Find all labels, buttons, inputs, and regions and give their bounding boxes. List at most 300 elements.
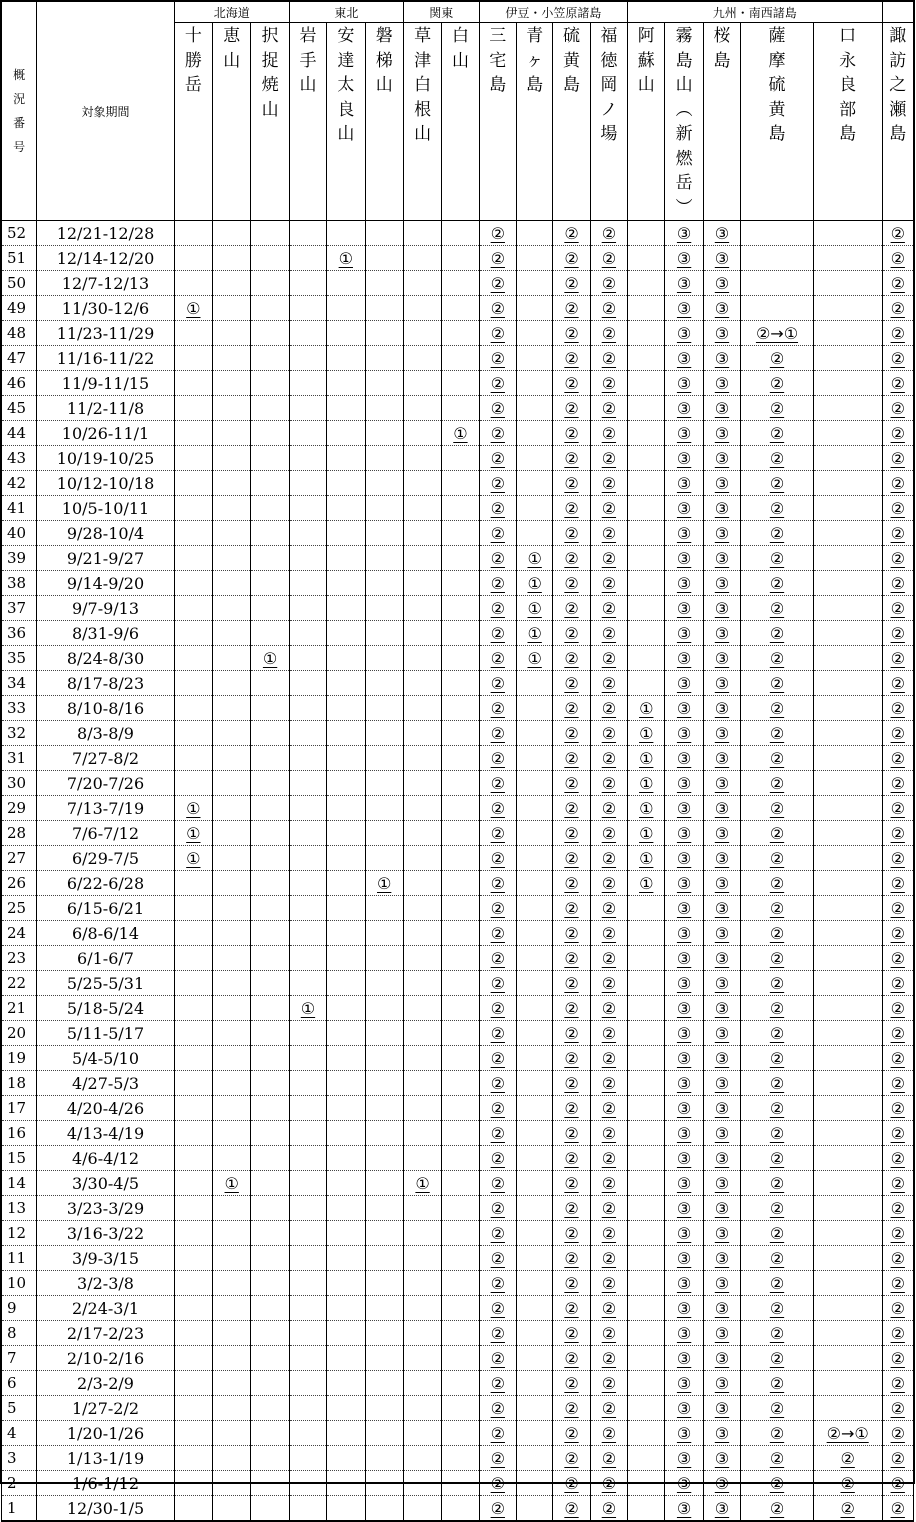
alert-level-cell xyxy=(403,1296,441,1321)
volcano-name-header: 恵 山 xyxy=(213,23,251,221)
alert-level-cell xyxy=(289,496,326,521)
alert-level-cell xyxy=(628,1321,665,1346)
volcano-name-header: 桜 島 xyxy=(703,23,740,221)
alert-level-cell xyxy=(327,1396,365,1421)
alert-level-value: ② xyxy=(769,1173,785,1193)
alert-level-value: ③ xyxy=(714,1448,730,1468)
alert-level-cell xyxy=(590,1471,627,1496)
region-header: 北海道 xyxy=(174,2,289,23)
alert-level-cell xyxy=(553,1196,590,1221)
period-cell: 11/30-12/6 xyxy=(37,296,174,321)
alert-level-cell xyxy=(213,696,251,721)
alert-level-cell xyxy=(665,496,703,521)
alert-level-value: ③ xyxy=(714,1098,730,1118)
alert-level-cell xyxy=(628,1421,665,1446)
alert-level-cell xyxy=(403,1146,441,1171)
alert-level-value: ② xyxy=(564,623,579,643)
alert-level-cell xyxy=(628,1121,665,1146)
alert-level-value: ③ xyxy=(676,1298,692,1318)
alert-level-cell xyxy=(174,1471,212,1496)
alert-level-cell xyxy=(174,396,212,421)
alert-level-value: ② xyxy=(769,523,785,543)
alert-level-value: ② xyxy=(564,1148,579,1168)
alert-level-cell xyxy=(665,1221,703,1246)
alert-level-value: ② xyxy=(601,723,617,743)
alert-level-cell xyxy=(251,921,289,946)
alert-level-cell xyxy=(289,821,326,846)
alert-level-cell xyxy=(741,1071,814,1096)
alert-level-cell xyxy=(882,621,913,646)
alert-level-value: ② xyxy=(564,1323,579,1343)
alert-level-cell xyxy=(403,521,441,546)
alert-level-cell xyxy=(590,796,627,821)
report-number-cell: 26 xyxy=(2,871,37,896)
alert-level-value: ② xyxy=(890,923,905,943)
alert-level-value: ② xyxy=(490,598,505,618)
alert-level-cell xyxy=(741,871,814,896)
report-number-cell: 12 xyxy=(2,1221,37,1246)
alert-level-cell xyxy=(665,596,703,621)
alert-level-cell xyxy=(703,1271,740,1296)
alert-level-cell xyxy=(553,1371,590,1396)
alert-level-value: ② xyxy=(564,323,579,343)
alert-level-cell xyxy=(442,1446,479,1471)
alert-level-cell xyxy=(327,321,365,346)
alert-level-cell xyxy=(703,571,740,596)
alert-level-cell xyxy=(213,821,251,846)
alert-level-cell xyxy=(516,1121,552,1146)
alert-level-value: ② xyxy=(890,1173,905,1193)
alert-level-cell xyxy=(703,596,740,621)
alert-level-cell xyxy=(628,521,665,546)
alert-level-cell xyxy=(516,796,552,821)
alert-level-cell xyxy=(516,221,552,246)
alert-level-cell xyxy=(628,996,665,1021)
alert-level-cell xyxy=(174,546,212,571)
table-row xyxy=(2,246,914,271)
alert-level-value: ② xyxy=(769,1473,785,1493)
alert-level-cell xyxy=(703,1146,740,1171)
alert-level-cell xyxy=(882,1271,913,1296)
alert-level-cell xyxy=(479,421,516,446)
table-row xyxy=(2,446,914,471)
alert-level-cell xyxy=(289,246,326,271)
alert-level-cell xyxy=(174,471,212,496)
alert-level-value: ② xyxy=(490,573,505,593)
alert-level-cell xyxy=(174,1321,212,1346)
alert-level-cell xyxy=(365,421,403,446)
alert-level-cell xyxy=(628,1446,665,1471)
alert-level-cell xyxy=(703,621,740,646)
alert-level-cell xyxy=(703,696,740,721)
alert-level-cell xyxy=(213,1446,251,1471)
alert-level-value: ② xyxy=(564,298,579,318)
alert-level-value: ③ xyxy=(714,1173,730,1193)
alert-level-cell xyxy=(553,1296,590,1321)
alert-level-cell xyxy=(251,821,289,846)
alert-level-cell xyxy=(882,846,913,871)
alert-level-cell xyxy=(251,596,289,621)
report-number-cell: 37 xyxy=(2,596,37,621)
period-cell: 6/1-6/7 xyxy=(37,946,174,971)
alert-level-cell xyxy=(741,1296,814,1321)
alert-level-cell xyxy=(665,321,703,346)
alert-level-cell xyxy=(553,896,590,921)
alert-level-cell xyxy=(665,821,703,846)
alert-level-cell xyxy=(882,246,913,271)
alert-level-cell xyxy=(403,721,441,746)
alert-level-cell xyxy=(665,346,703,371)
alert-level-cell xyxy=(479,446,516,471)
alert-level-cell xyxy=(365,296,403,321)
alert-level-cell xyxy=(403,646,441,671)
period-cell: 11/9-11/15 xyxy=(37,371,174,396)
alert-level-value: ② xyxy=(769,1398,785,1418)
alert-level-cell xyxy=(628,846,665,871)
alert-level-cell xyxy=(403,371,441,396)
volcano-name-header: 阿 蘇 山 xyxy=(628,23,665,221)
alert-level-cell xyxy=(553,846,590,871)
alert-level-cell xyxy=(403,296,441,321)
alert-level-cell xyxy=(741,371,814,396)
report-number-cell: 41 xyxy=(2,496,37,521)
alert-level-cell xyxy=(590,521,627,546)
alert-level-value: ② xyxy=(890,848,905,868)
alert-level-cell xyxy=(327,1046,365,1071)
alert-level-value: ② xyxy=(601,1273,617,1293)
alert-level-cell xyxy=(442,346,479,371)
alert-level-cell xyxy=(628,1146,665,1171)
alert-level-cell xyxy=(174,346,212,371)
period-cell: 10/12-10/18 xyxy=(37,471,174,496)
alert-level-cell xyxy=(703,521,740,546)
report-number-cell: 6 xyxy=(2,1371,37,1396)
alert-level-cell xyxy=(741,746,814,771)
alert-level-cell xyxy=(442,271,479,296)
alert-level-cell xyxy=(882,1346,913,1371)
alert-level-cell xyxy=(213,296,251,321)
alert-level-cell xyxy=(665,896,703,921)
alert-level-value: ② xyxy=(601,223,617,243)
alert-level-cell xyxy=(289,346,326,371)
alert-level-cell xyxy=(251,471,289,496)
alert-level-cell xyxy=(403,1021,441,1046)
period-cell: 2/17-2/23 xyxy=(37,1321,174,1346)
alert-level-value: ③ xyxy=(676,973,692,993)
alert-level-value: ② xyxy=(490,898,505,918)
alert-level-cell xyxy=(442,1221,479,1246)
alert-level-cell xyxy=(703,1346,740,1371)
alert-level-cell xyxy=(882,271,913,296)
alert-level-cell xyxy=(882,796,913,821)
alert-level-cell xyxy=(365,1221,403,1246)
alert-level-value: ③ xyxy=(676,423,692,443)
alert-level-cell xyxy=(590,1396,627,1421)
alert-level-value: ① xyxy=(527,623,542,643)
alert-level-value: ② xyxy=(890,1348,905,1368)
table-row xyxy=(2,1346,914,1371)
alert-level-cell xyxy=(628,371,665,396)
alert-level-value: ③ xyxy=(676,523,692,543)
alert-level-cell xyxy=(479,1471,516,1496)
alert-level-cell xyxy=(289,396,326,421)
alert-level-cell xyxy=(213,596,251,621)
alert-level-value: ② xyxy=(564,723,579,743)
period-cell: 9/21-9/27 xyxy=(37,546,174,571)
alert-level-value: ③ xyxy=(676,473,692,493)
alert-level-cell xyxy=(479,1346,516,1371)
alert-level-cell xyxy=(516,1371,552,1396)
alert-level-cell xyxy=(882,896,913,921)
alert-level-cell xyxy=(882,996,913,1021)
alert-level-cell xyxy=(516,621,552,646)
alert-level-value: ③ xyxy=(676,1423,692,1443)
alert-level-cell xyxy=(174,221,212,246)
report-number-cell: 39 xyxy=(2,546,37,571)
alert-level-value: ③ xyxy=(676,623,692,643)
alert-level-cell xyxy=(628,346,665,371)
alert-level-cell xyxy=(289,521,326,546)
alert-level-cell xyxy=(553,1271,590,1296)
alert-level-cell xyxy=(628,246,665,271)
alert-level-value: ② xyxy=(601,1373,617,1393)
alert-level-cell xyxy=(741,1021,814,1046)
alert-level-cell xyxy=(479,1071,516,1096)
alert-level-cell xyxy=(590,321,627,346)
alert-level-cell xyxy=(365,571,403,596)
alert-level-value: ② xyxy=(601,398,617,418)
alert-level-cell xyxy=(289,721,326,746)
alert-level-cell xyxy=(516,821,552,846)
alert-level-cell xyxy=(327,621,365,646)
alert-level-value: ② xyxy=(890,298,905,318)
alert-level-cell xyxy=(703,1121,740,1146)
alert-level-value: ② xyxy=(840,1473,855,1493)
alert-level-cell xyxy=(403,446,441,471)
alert-level-cell xyxy=(882,1446,913,1471)
table-row xyxy=(2,821,914,846)
alert-level-cell xyxy=(741,1096,814,1121)
alert-level-cell xyxy=(327,1446,365,1471)
alert-level-cell xyxy=(442,1346,479,1371)
table-row xyxy=(2,696,914,721)
alert-level-cell xyxy=(703,1446,740,1471)
alert-level-cell xyxy=(251,646,289,671)
alert-level-cell xyxy=(665,521,703,546)
alert-level-cell xyxy=(813,721,882,746)
table-row xyxy=(2,746,914,771)
alert-level-value: ② xyxy=(890,1298,905,1318)
alert-level-cell xyxy=(213,896,251,921)
alert-level-cell xyxy=(813,421,882,446)
alert-level-cell xyxy=(213,921,251,946)
alert-level-value: ② xyxy=(564,1348,579,1368)
volcano-name-header: 三 宅 島 xyxy=(479,23,516,221)
alert-level-value: ② xyxy=(890,698,905,718)
alert-level-cell xyxy=(289,996,326,1021)
alert-level-cell xyxy=(365,971,403,996)
alert-level-cell xyxy=(442,1196,479,1221)
alert-level-cell xyxy=(553,246,590,271)
volcano-name-header: 霧 島 山 ︵ 新 燃 岳 ︶ xyxy=(665,23,703,221)
alert-level-value: ② xyxy=(890,348,905,368)
alert-level-value: ③ xyxy=(676,223,692,243)
table-row xyxy=(2,671,914,696)
alert-level-value: ② xyxy=(490,1123,505,1143)
alert-level-cell xyxy=(665,1021,703,1046)
alert-level-value: ② xyxy=(890,623,905,643)
alert-level-cell xyxy=(628,671,665,696)
table-row xyxy=(2,971,914,996)
table-row xyxy=(2,621,914,646)
alert-level-value: ② xyxy=(769,1323,785,1343)
alert-level-value: ② xyxy=(601,348,617,368)
alert-level-value: ② xyxy=(890,648,905,668)
alert-level-cell xyxy=(590,971,627,996)
alert-level-cell xyxy=(703,246,740,271)
alert-level-cell xyxy=(590,921,627,946)
report-number-cell: 3 xyxy=(2,1446,37,1471)
alert-level-cell xyxy=(213,1221,251,1246)
alert-level-cell xyxy=(516,271,552,296)
alert-level-cell xyxy=(741,471,814,496)
alert-level-cell xyxy=(665,621,703,646)
alert-level-cell xyxy=(628,1196,665,1221)
alert-level-value: ② xyxy=(601,1423,617,1443)
alert-level-value: ③ xyxy=(676,773,692,793)
alert-level-cell xyxy=(251,521,289,546)
alert-level-cell xyxy=(174,671,212,696)
alert-level-value: ③ xyxy=(676,1323,692,1343)
period-cell: 8/24-8/30 xyxy=(37,646,174,671)
alert-level-cell xyxy=(741,671,814,696)
alert-level-cell xyxy=(882,1221,913,1246)
alert-level-cell xyxy=(590,721,627,746)
alert-level-cell xyxy=(442,1321,479,1346)
alert-level-value: ② xyxy=(490,873,505,893)
table-row xyxy=(2,946,914,971)
alert-level-value: ② xyxy=(769,623,785,643)
alert-level-value: ② xyxy=(890,898,905,918)
alert-level-value: ③ xyxy=(714,1073,730,1093)
alert-level-cell xyxy=(479,546,516,571)
alert-level-cell xyxy=(703,1246,740,1271)
alert-level-cell xyxy=(213,1021,251,1046)
alert-level-cell xyxy=(479,921,516,946)
period-cell: 10/5-10/11 xyxy=(37,496,174,521)
alert-level-cell xyxy=(403,746,441,771)
alert-level-value: ② xyxy=(890,323,905,343)
alert-level-value: ② xyxy=(601,698,617,718)
volcano-name-header: 青 ヶ 島 xyxy=(516,23,552,221)
alert-level-cell xyxy=(251,1346,289,1371)
alert-level-value: ② xyxy=(490,648,505,668)
alert-level-cell xyxy=(403,546,441,571)
report-number-cell: 32 xyxy=(2,721,37,746)
alert-level-cell xyxy=(327,971,365,996)
alert-level-cell xyxy=(289,271,326,296)
alert-level-value: ② xyxy=(564,848,579,868)
alert-level-cell xyxy=(813,896,882,921)
alert-level-cell xyxy=(251,946,289,971)
alert-level-cell xyxy=(289,771,326,796)
alert-level-cell xyxy=(590,996,627,1021)
alert-level-value: ② xyxy=(490,473,505,493)
alert-level-value: ② xyxy=(601,823,617,843)
alert-level-cell xyxy=(213,346,251,371)
alert-level-value: ② xyxy=(564,1448,579,1468)
report-number-cell: 45 xyxy=(2,396,37,421)
alert-level-cell xyxy=(442,646,479,671)
report-number-cell: 50 xyxy=(2,271,37,296)
alert-level-cell xyxy=(590,1496,627,1522)
alert-level-cell xyxy=(703,396,740,421)
alert-level-cell xyxy=(442,471,479,496)
alert-level-value: ③ xyxy=(676,323,692,343)
alert-level-cell xyxy=(365,346,403,371)
alert-level-cell xyxy=(516,946,552,971)
alert-level-cell xyxy=(882,221,913,246)
alert-level-cell xyxy=(628,396,665,421)
alert-level-cell xyxy=(882,1121,913,1146)
report-number-cell: 51 xyxy=(2,246,37,271)
alert-level-value: ② xyxy=(890,798,905,818)
alert-level-cell xyxy=(882,1296,913,1321)
period-cell: 12/21-12/28 xyxy=(37,221,174,246)
alert-level-value: ② xyxy=(890,948,905,968)
alert-level-cell xyxy=(553,496,590,521)
alert-level-value: ② xyxy=(490,398,505,418)
alert-level-cell xyxy=(665,446,703,471)
alert-level-value: ② xyxy=(601,548,617,568)
alert-level-cell xyxy=(590,896,627,921)
alert-level-cell xyxy=(741,446,814,471)
alert-level-cell xyxy=(590,546,627,571)
alert-level-value: ② xyxy=(564,1023,579,1043)
alert-level-value: ② xyxy=(890,573,905,593)
alert-level-cell xyxy=(813,1046,882,1071)
alert-level-value: ② xyxy=(890,1273,905,1293)
alert-level-cell xyxy=(251,246,289,271)
alert-level-cell xyxy=(327,1371,365,1396)
alert-level-cell xyxy=(516,246,552,271)
alert-level-value: ② xyxy=(564,1473,579,1493)
alert-level-cell xyxy=(516,1246,552,1271)
alert-level-cell xyxy=(882,346,913,371)
alert-level-cell xyxy=(516,696,552,721)
alert-level-cell xyxy=(703,771,740,796)
alert-level-cell xyxy=(590,621,627,646)
alert-level-value: ③ xyxy=(714,748,730,768)
alert-level-value: ③ xyxy=(676,798,692,818)
alert-level-cell xyxy=(590,1421,627,1446)
alert-level-value: ② xyxy=(890,498,905,518)
region-header xyxy=(882,2,913,23)
alert-level-cell xyxy=(741,1171,814,1196)
alert-level-cell xyxy=(174,1096,212,1121)
alert-level-cell xyxy=(442,1396,479,1421)
report-number-cell: 9 xyxy=(2,1296,37,1321)
alert-level-cell xyxy=(442,921,479,946)
alert-level-cell xyxy=(628,1096,665,1121)
alert-level-cell xyxy=(590,1171,627,1196)
alert-level-cell xyxy=(590,1196,627,1221)
alert-level-cell xyxy=(442,896,479,921)
alert-level-cell xyxy=(251,271,289,296)
alert-level-value: ② xyxy=(490,1498,505,1518)
alert-level-cell xyxy=(882,1196,913,1221)
report-number-cell: 24 xyxy=(2,921,37,946)
